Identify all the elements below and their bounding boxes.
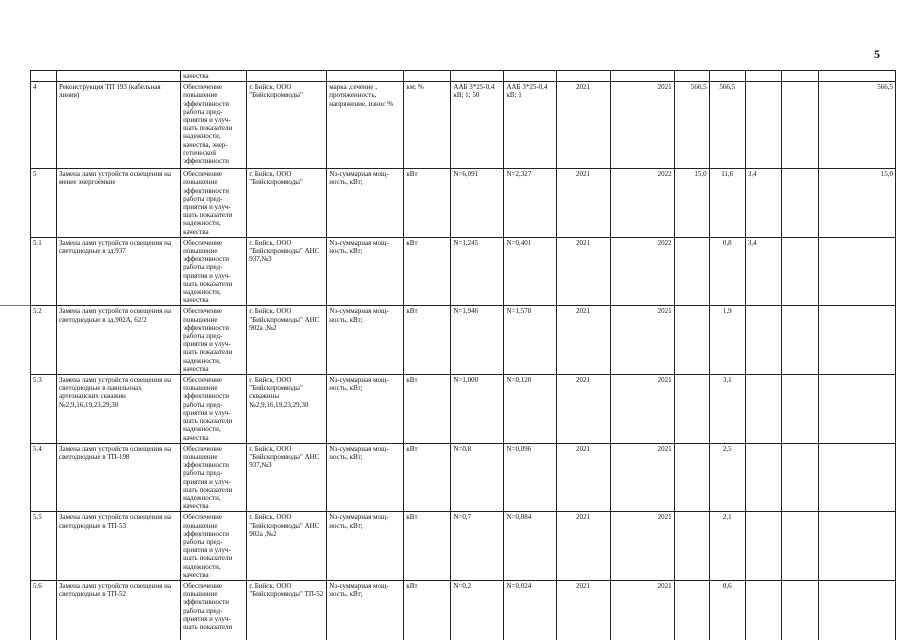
- cell-value-4: [781, 82, 818, 169]
- cell-indicator: Nз-суммарная мощ-ность, кВт;: [327, 512, 404, 581]
- cell-goal: Обеспечение повышение эффективности работы пред-приятия и улуч-шать показатели надежности, качества: [181, 306, 247, 375]
- cell-before: N=0,7: [451, 512, 504, 581]
- table-row: [31, 375, 896, 444]
- cell-value-3: 3,4: [745, 237, 781, 306]
- cell-value-2: 1,9: [709, 306, 745, 375]
- cell-indicator: Nз-суммарная мощ-ность, кВт;: [327, 169, 404, 238]
- cell-num: 5: [31, 169, 57, 238]
- cell-value-2: 2,5: [709, 443, 745, 512]
- cell-name: Замена ламп устройств освещения на светодиодные в ТП-52: [57, 580, 181, 640]
- cell-indicator: Nз-суммарная мощ-ность, кВт;: [327, 306, 404, 375]
- cell-value-2: 2,1: [709, 512, 745, 581]
- cell-value-1: [674, 375, 709, 444]
- cell-year-end: [610, 71, 674, 82]
- cell-value-1: [674, 443, 709, 512]
- cell-place: [247, 71, 327, 82]
- cell-unit: кВт: [404, 580, 451, 640]
- cell-value-3: [745, 443, 781, 512]
- cell-value-5: [818, 443, 895, 512]
- cell-year-start: 2021: [556, 443, 610, 512]
- cell-after: [504, 71, 556, 82]
- cell-name: Замена ламп устройств освещения на светодиодные в ТП-198: [57, 443, 181, 512]
- table-row: [31, 82, 896, 169]
- cell-goal: Обеспечение повышение эффективности работы пред-приятия и улуч-шать показатели надежности, качества: [181, 375, 247, 444]
- cell-year-end: 2022: [610, 237, 674, 306]
- cell-num: 5.3: [31, 375, 57, 444]
- cell-year-end: 2021: [610, 443, 674, 512]
- page-number: 5: [874, 47, 880, 61]
- cell-unit: кВт: [404, 512, 451, 581]
- cell-value-2: 3,1: [709, 375, 745, 444]
- cell-name: Замена ламп устройств освещения на светодиодные в ТП-53: [57, 512, 181, 581]
- cell-unit: кВт: [404, 306, 451, 375]
- cell-indicator: Nз-суммарная мощ-ность, кВт;: [327, 375, 404, 444]
- cell-after: ААБ 3*25-0,4 кВ; 1: [504, 82, 556, 169]
- cell-num: 5.5: [31, 512, 57, 581]
- cell-value-4: [781, 512, 818, 581]
- cell-value-3: [745, 580, 781, 640]
- cell-after: N=1,578: [504, 306, 556, 375]
- cell-value-4: [781, 237, 818, 306]
- cell-value-5: [818, 237, 895, 306]
- cell-value-5: [818, 71, 895, 82]
- cell-value-3: [745, 375, 781, 444]
- cell-place: г. Бийск, ООО "Бийскпромводы" скважины №2,9,16,19,23,29,30: [247, 375, 327, 444]
- cell-name: Замена ламп устройств освещения на менее энергоёмкие: [57, 169, 181, 238]
- cell-before: ААБ 3*25-0,4 кВ; 1; 50: [451, 82, 504, 169]
- cell-place: г. Бийск, ООО "Бийскпромводы": [247, 82, 327, 169]
- cell-value-3: [745, 82, 781, 169]
- cell-year-start: 2021: [556, 580, 610, 640]
- cell-value-3: [745, 512, 781, 581]
- cell-name: Замена ламп устройств освещения на светодиодные в зд.937: [57, 237, 181, 306]
- cell-goal: Обеспечение повышение эффективности работы пред-приятия и улуч-шать показатели надежности, качества, энер-гетической эффективности: [181, 82, 247, 169]
- cell-year-start: 2021: [556, 306, 610, 375]
- cell-value-3: [745, 306, 781, 375]
- cell-unit: кВт: [404, 443, 451, 512]
- cell-before: N=0,8: [451, 443, 504, 512]
- measures-table-container: [30, 70, 896, 640]
- cell-before: N=1,000: [451, 375, 504, 444]
- cell-value-3: [745, 71, 781, 82]
- measures-table: [30, 70, 896, 640]
- cell-after: N=0,096: [504, 443, 556, 512]
- cell-unit: кВт: [404, 169, 451, 238]
- cell-name: Замена ламп устройств освещения на светодиодные в зд.902А, 62/2: [57, 306, 181, 375]
- cell-value-2: 566,5: [709, 82, 745, 169]
- cell-before: N=6,091: [451, 169, 504, 238]
- cell-value-5: 566,5: [818, 82, 895, 169]
- cell-year-start: 2021: [556, 169, 610, 238]
- cell-goal: Обеспечение повышение эффективности работы пред-приятия и улуч-шать показатели надежности, качества: [181, 237, 247, 306]
- table-row-continuation: [31, 71, 896, 82]
- cell-goal: Обеспечение повышение эффективности работы пред-приятия и улуч-шать показатели надежности, качества: [181, 512, 247, 581]
- cell-value-5: [818, 375, 895, 444]
- cell-year-end: 2021: [610, 306, 674, 375]
- cell-goal: качества: [181, 71, 247, 82]
- cell-num: 5.4: [31, 443, 57, 512]
- cell-goal: Обеспечение повышение эффективности работы пред-приятия и улуч-шать показатели: [181, 580, 247, 640]
- table-row: [31, 169, 896, 238]
- cell-year-end: 2021: [610, 375, 674, 444]
- cell-value-4: [781, 306, 818, 375]
- cell-value-2: 11,6: [709, 169, 745, 238]
- cell-value-1: 15,0: [674, 169, 709, 238]
- cell-before: [451, 71, 504, 82]
- cell-value-2: [709, 71, 745, 82]
- cell-num: 5.1: [31, 237, 57, 306]
- cell-value-1: [674, 237, 709, 306]
- cell-num: 4: [31, 82, 57, 169]
- cell-num: [31, 71, 57, 82]
- cell-place: г. Бийск, ООО "Бийскпромводы": [247, 169, 327, 238]
- cell-value-1: [674, 71, 709, 82]
- cell-unit: км; %: [404, 82, 451, 169]
- cell-indicator: марка ,сечение , протяженность, напряжение, износ %: [327, 82, 404, 169]
- cell-value-2: 0,6: [709, 580, 745, 640]
- cell-value-4: [781, 580, 818, 640]
- cell-value-4: [781, 375, 818, 444]
- cell-value-2: 0,8: [709, 237, 745, 306]
- cell-unit: кВт: [404, 237, 451, 306]
- cell-after: N=0,024: [504, 580, 556, 640]
- cell-value-4: [781, 443, 818, 512]
- cell-indicator: Nз-суммарная мощ-ность, кВт;: [327, 237, 404, 306]
- cell-year-end: 2022: [610, 169, 674, 238]
- cell-place: г. Бийск, ООО "Бийскпромводы" АНС 937,№3: [247, 237, 327, 306]
- cell-place: г. Бийск, ООО "Бийскпромводы" АНС 902а ,№2: [247, 306, 327, 375]
- table-row: [31, 580, 896, 640]
- cell-name: [57, 71, 181, 82]
- cell-place: г. Бийск, ООО "Бийскпромводы" АНС 902а ,№2: [247, 512, 327, 581]
- cell-before: N=0,2: [451, 580, 504, 640]
- cell-after: N=0,084: [504, 512, 556, 581]
- cell-before: N=1,946: [451, 306, 504, 375]
- cell-unit: кВт: [404, 375, 451, 444]
- cell-value-4: [781, 169, 818, 238]
- cell-num: 5.6: [31, 580, 57, 640]
- table-row: [31, 443, 896, 512]
- cell-value-5: 15,0: [818, 169, 895, 238]
- cell-value-1: [674, 580, 709, 640]
- cell-before: N=1,245: [451, 237, 504, 306]
- cell-year-end: 2021: [610, 82, 674, 169]
- cell-year-start: 2021: [556, 512, 610, 581]
- table-row: [31, 512, 896, 581]
- cell-value-1: [674, 512, 709, 581]
- cell-place: г. Бийск, ООО "Бийскпромводы" АНС 937,№3: [247, 443, 327, 512]
- cell-value-5: [818, 306, 895, 375]
- cell-year-end: 2021: [610, 580, 674, 640]
- cell-num: 5.2: [31, 306, 57, 375]
- cell-value-5: [818, 580, 895, 640]
- table-row: [31, 237, 896, 306]
- cell-value-4: [781, 71, 818, 82]
- cell-value-1: 566,5: [674, 82, 709, 169]
- cell-after: N=2,327: [504, 169, 556, 238]
- cell-year-start: [556, 71, 610, 82]
- cell-name: Замена ламп устройств освещения на светодиодные в павильонах артезианских скважин №2,9,16,19,23,29,30: [57, 375, 181, 444]
- cell-after: N=0,120: [504, 375, 556, 444]
- cell-name: Реконструкция ТП 193 (кабельная линия): [57, 82, 181, 169]
- cell-year-start: 2021: [556, 375, 610, 444]
- scan-margin-line: [0, 305, 32, 306]
- cell-goal: Обеспечение повышение эффективности работы пред-приятия и улуч-шать показатели надежности, качества: [181, 443, 247, 512]
- cell-value-1: [674, 306, 709, 375]
- cell-value-3: 3,4: [745, 169, 781, 238]
- cell-value-5: [818, 512, 895, 581]
- cell-year-start: 2021: [556, 82, 610, 169]
- cell-indicator: [327, 71, 404, 82]
- cell-year-end: 2021: [610, 512, 674, 581]
- cell-unit: [404, 71, 451, 82]
- cell-place: г. Бийск, ООО "Бийскпромводы" ТП-52: [247, 580, 327, 640]
- cell-year-start: 2021: [556, 237, 610, 306]
- table-row: [31, 306, 896, 375]
- cell-indicator: Nз-суммарная мощ-ность, кВт;: [327, 443, 404, 512]
- cell-goal: Обеспечение повышение эффективности работы пред-приятия и улуч-шать показатели надежности, качества: [181, 169, 247, 238]
- cell-indicator: Nз-суммарная мощ-ность, кВт;: [327, 580, 404, 640]
- cell-after: N=0,401: [504, 237, 556, 306]
